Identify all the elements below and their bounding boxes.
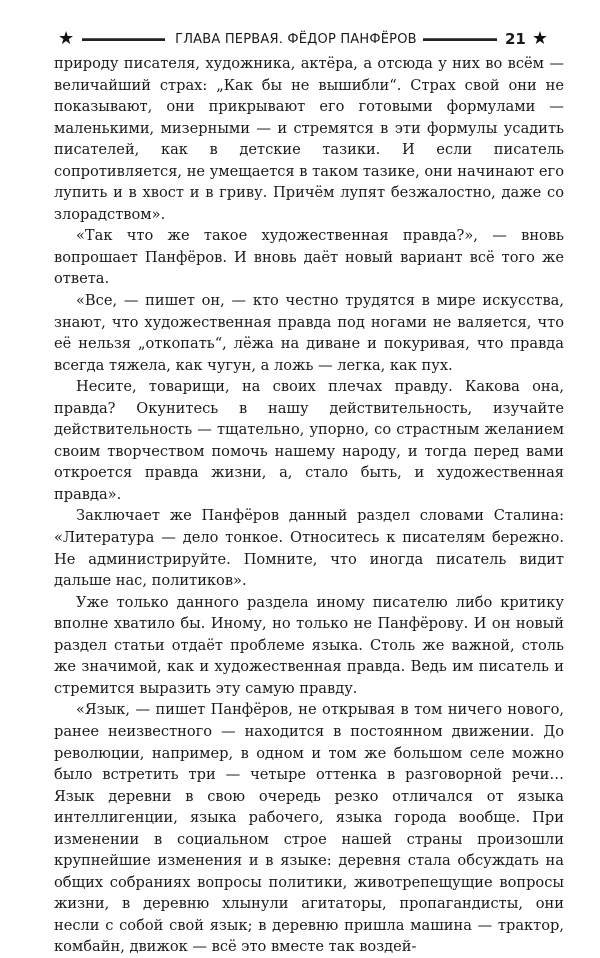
- paragraph: «Так что же такое художественная правда?», — вновь вопрошает Панфёров. И вновь даёт новый вариант всё того же ответа.: [54, 227, 564, 288]
- paragraph: «Язык, — пишет Панфёров, не открывая в том ничего нового, ранее неизвестного — находится в постоянном движении. До революции, например, в одном и том же большом селе можно было встретить три — четыре оттенка в разговорной речи… Язык деревни в свою очередь резко отличался от языка интеллигенции, языка рабочего, языка города вообще. При изменении в социальном строе нашей страны произошли крупнейшие изменения и в языке: деревня стала обсуждать на общих собраниях вопросы политики, животрепещущие вопросы жизни, в деревню хлынули агитаторы, пропагандисты, они несли с собой свой язык; в деревню пришла машина — трактор, комбайн, движок — всё это вместе так воздей-: [54, 701, 564, 956]
- header-rule-left: [82, 38, 165, 41]
- paragraph: Несите, товарищи, на своих плечах правду. Какова она, правда? Окунитесь в нашу действительность, изучайте действительность — тщательно, упорно, со страстным желанием своим творчеством помочь нашему народу, и тогда перед вами откроется правда жизни, а, стало быть, и художественная правда».: [54, 378, 564, 503]
- header-rule-right: [423, 38, 497, 41]
- paragraph: Уже только данного раздела иному писателю либо критику вполне хватило бы. Иному, но только не Панфёрову. И он новый раздел статьи отдаёт проблеме языка. Столь же важной, столь же значимой, как и художественная правда. Ведь им писатель и стремится выразить эту самую правду.: [54, 593, 564, 697]
- paragraph: «Все, — пишет он, — кто честно трудятся в мире искусства, знают, что художественная правда под ногами не валяется, что её нельзя „откопать“, лёжа на диване и покуривая, что правда всегда тяжела, как чугун, а ложь — легка, как пух.: [54, 292, 564, 374]
- paragraph: природу писателя, художника, актёра, а отсюда у них во всём — величайший страх: „Как бы не вышибли“. Страх свой они не показывают, они прикрывают его готовыми формулами — маленькими, мизерными — и стремятся в эти формулы усадить писателей, как в детские тазики. И если писатель сопротивляется, не умещается в таком тазике, они начинают его лупить и в хвост и в гриву. Причём лупят безжалостно, даже со злорадством».: [54, 55, 564, 223]
- page-number: 21: [504, 30, 526, 48]
- body-text: [54, 53, 564, 958]
- running-head: ГЛАВА ПЕРВАЯ. ФЁДОР ПАНФЁРОВ: [175, 31, 417, 47]
- star-icon: ★: [58, 28, 75, 49]
- star-icon: ★: [531, 28, 548, 49]
- paragraph: Заключает же Панфёров данный раздел словами Сталина: «Литература — дело тонкое. Относитесь к писателям бережно. Не администрируйте. Помните, что иногда писатель видит дальше нас, политиков».: [54, 507, 564, 590]
- page-header: [58, 28, 548, 50]
